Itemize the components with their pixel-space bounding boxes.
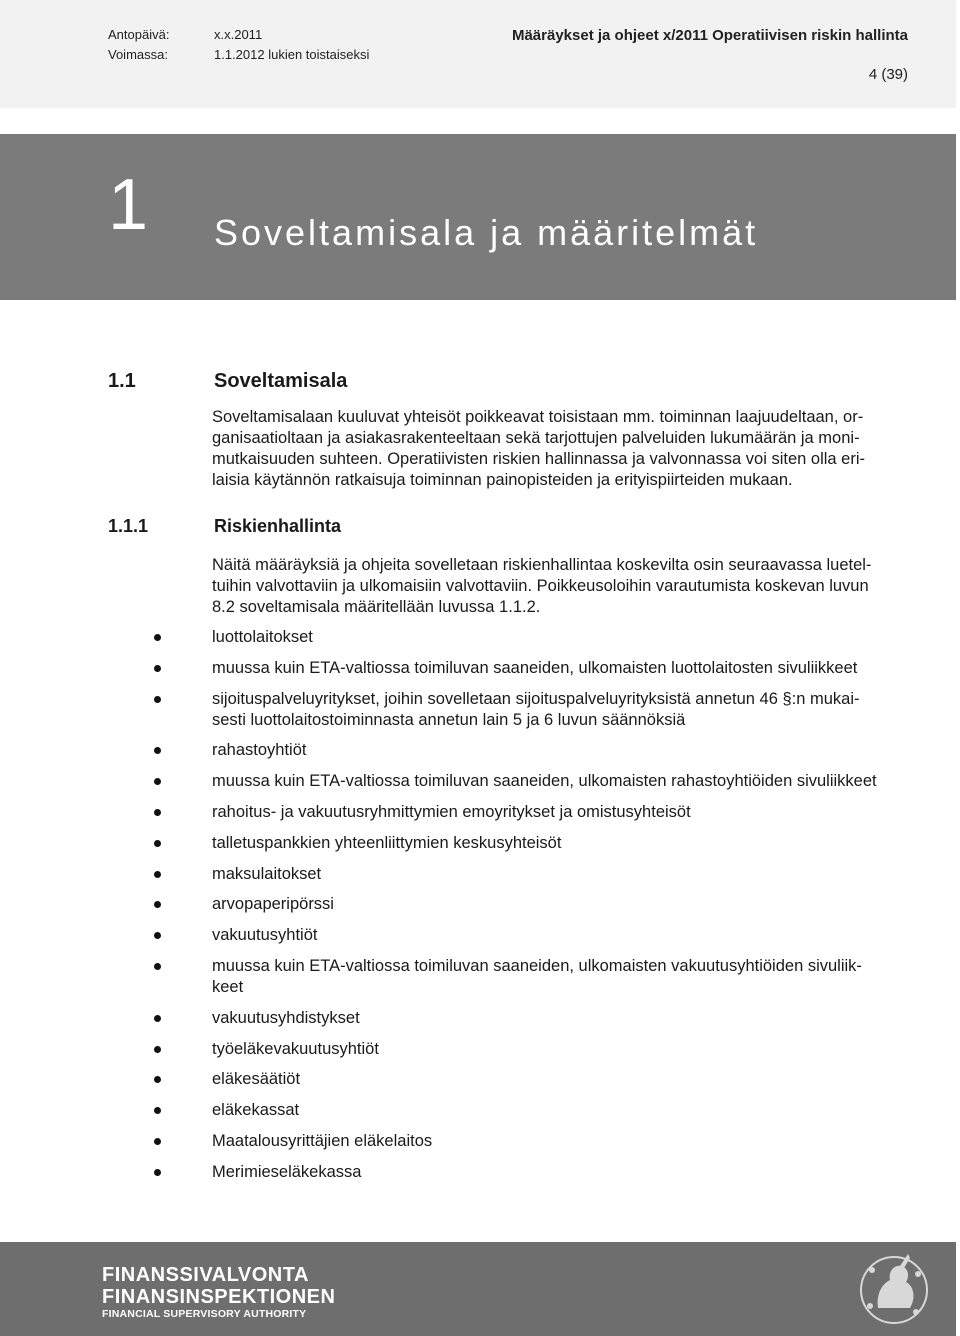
- list-item: [150, 771, 910, 792]
- list-item-text: Maatalousyrittäjien eläkelaitos: [212, 1131, 433, 1150]
- list-item: [150, 740, 910, 761]
- list-item: [150, 689, 910, 731]
- lion-emblem-icon: [858, 1246, 930, 1332]
- list-item: [150, 864, 910, 885]
- bullet-icon: [154, 778, 161, 785]
- footer-brand-fi: FINANSSIVALVONTA: [102, 1264, 309, 1286]
- bullet-icon: [154, 932, 161, 939]
- page-header: [0, 0, 956, 108]
- section-paragraph: [212, 407, 902, 491]
- page-footer: [0, 1242, 956, 1336]
- issued-value: x.x.2011: [214, 27, 263, 42]
- bullet-icon: [154, 840, 161, 847]
- list-item-text: vakuutusyhdistykset: [212, 1008, 360, 1027]
- bullet-icon: [154, 747, 161, 754]
- bullet-icon: [154, 1107, 161, 1114]
- paragraph-line: ganisaatioltaan ja asiakasrakenteeltaan sekä tarjottujen palveluiden lukumäärän ja moni-: [212, 429, 860, 447]
- list-item-text: maksulaitokset: [212, 864, 322, 883]
- bullet-icon: [154, 901, 161, 908]
- bullet-icon: [154, 1015, 161, 1022]
- bullet-icon: [154, 809, 161, 816]
- list-item-text: eläkesäätiöt: [212, 1070, 301, 1089]
- list-item-text: sesti luottolaitostoiminnasta annetun lain 5 ja 6 luvun säännöksiä: [212, 710, 686, 729]
- list-item: [150, 1008, 910, 1029]
- bullet-icon: [154, 1076, 161, 1083]
- paragraph-line: mutkaisuuden suhteen. Operatiivisten riskien hallinnassa ja valvonnassa voi siten olla eri-: [212, 450, 866, 468]
- footer-brand-sv: FINANSINSPEKTIONEN: [102, 1286, 336, 1308]
- list-item: [150, 925, 910, 946]
- list-item-text: arvopaperipörssi: [212, 895, 334, 914]
- list-item-text: muussa kuin ETA-valtiossa toimiluvan saaneiden, ulkomaisten luottolaitosten sivuliikkeet: [212, 658, 858, 677]
- list-item: [150, 1162, 910, 1183]
- section-title: Soveltamisala: [214, 370, 348, 392]
- list-item: [150, 1039, 910, 1060]
- valid-value: 1.1.2012 lukien toistaiseksi: [214, 47, 370, 62]
- list-item-text: keet: [212, 977, 244, 996]
- list-item-text: muussa kuin ETA-valtiossa toimiluvan saaneiden, ulkomaisten rahastoyhtiöiden sivuliikkeet: [212, 772, 877, 791]
- bullet-icon: [154, 871, 161, 878]
- subsection-paragraph: [212, 555, 902, 618]
- valid-label: Voimassa:: [108, 47, 168, 62]
- paragraph-line: Näitä määräyksiä ja ohjeita sovelletaan riskienhallintaa koskevilta osin seuraavassa luetel-: [212, 556, 872, 574]
- chapter-number: 1: [108, 165, 149, 245]
- list-item-text: vakuutusyhtiöt: [212, 926, 318, 945]
- list-item-text: eläkekassat: [212, 1101, 300, 1120]
- list-item: [150, 1131, 910, 1152]
- bullet-icon: [154, 634, 161, 641]
- list-item-text: sijoituspalveluyritykset, joihin sovelletaan sijoituspalveluyrityksistä annetun 46 §:n mukai-: [212, 689, 860, 708]
- paragraph-line: laisia käytännön ratkaisuja toiminnan painopisteiden ja erityispiirteiden mukaan.: [212, 471, 793, 489]
- bullet-icon: [154, 963, 161, 970]
- section-number: 1.1: [108, 370, 136, 392]
- list-item: [150, 658, 910, 679]
- list-item: [150, 894, 910, 915]
- list-item: [150, 627, 910, 648]
- issued-label: Antopäivä:: [108, 27, 170, 42]
- list-item-text: Merimieseläkekassa: [212, 1162, 362, 1181]
- subsection-title: Riskienhallinta: [214, 516, 342, 536]
- subsection-number: 1.1.1: [108, 516, 149, 536]
- paragraph-line: tuihin valvottaviin ja ulkomaisiin valvottaviin. Poikkeusoloihin varautumista koskevan luvun: [212, 577, 869, 595]
- bullet-icon: [154, 696, 161, 703]
- list-item: [150, 1069, 910, 1090]
- list-item-text: luottolaitokset: [212, 628, 313, 646]
- bullet-icon: [154, 1046, 161, 1053]
- list-item-text: rahoitus- ja vakuutusryhmittymien emoyritykset ja omistusyhteisöt: [212, 802, 691, 821]
- bullet-icon: [154, 1138, 161, 1145]
- page-number: 4 (39): [868, 66, 908, 83]
- paragraph-line: Soveltamisalaan kuuluvat yhteisöt poikkeavat toisistaan mm. toiminnan laajuudeltaan, or-: [212, 408, 864, 426]
- entity-list: [150, 627, 910, 1193]
- list-item-text: rahastoyhtiöt: [212, 741, 307, 760]
- bullet-icon: [154, 1169, 161, 1176]
- list-item: [150, 833, 910, 854]
- list-item-text: talletuspankkien yhteenliittymien keskusyhteisöt: [212, 833, 562, 852]
- footer-brand-en: FINANCIAL SUPERVISORY AUTHORITY: [102, 1308, 307, 1320]
- paragraph-line: 8.2 soveltamisala määritellään luvussa 1.1.2.: [212, 598, 541, 616]
- list-item-text: työeläkevakuutusyhtiöt: [212, 1039, 379, 1058]
- bullet-icon: [154, 665, 161, 672]
- document-title: Määräykset ja ohjeet x/2011 Operatiivisen riskin hallinta: [511, 27, 908, 44]
- chapter-banner: [0, 134, 956, 300]
- list-item: [150, 956, 910, 998]
- list-item-text: muussa kuin ETA-valtiossa toimiluvan saaneiden, ulkomaisten vakuutusyhtiöiden sivuliik-: [212, 956, 862, 975]
- list-item: [150, 802, 910, 823]
- chapter-title: Soveltamisala ja määritelmät: [214, 212, 759, 253]
- list-item: [150, 1100, 910, 1121]
